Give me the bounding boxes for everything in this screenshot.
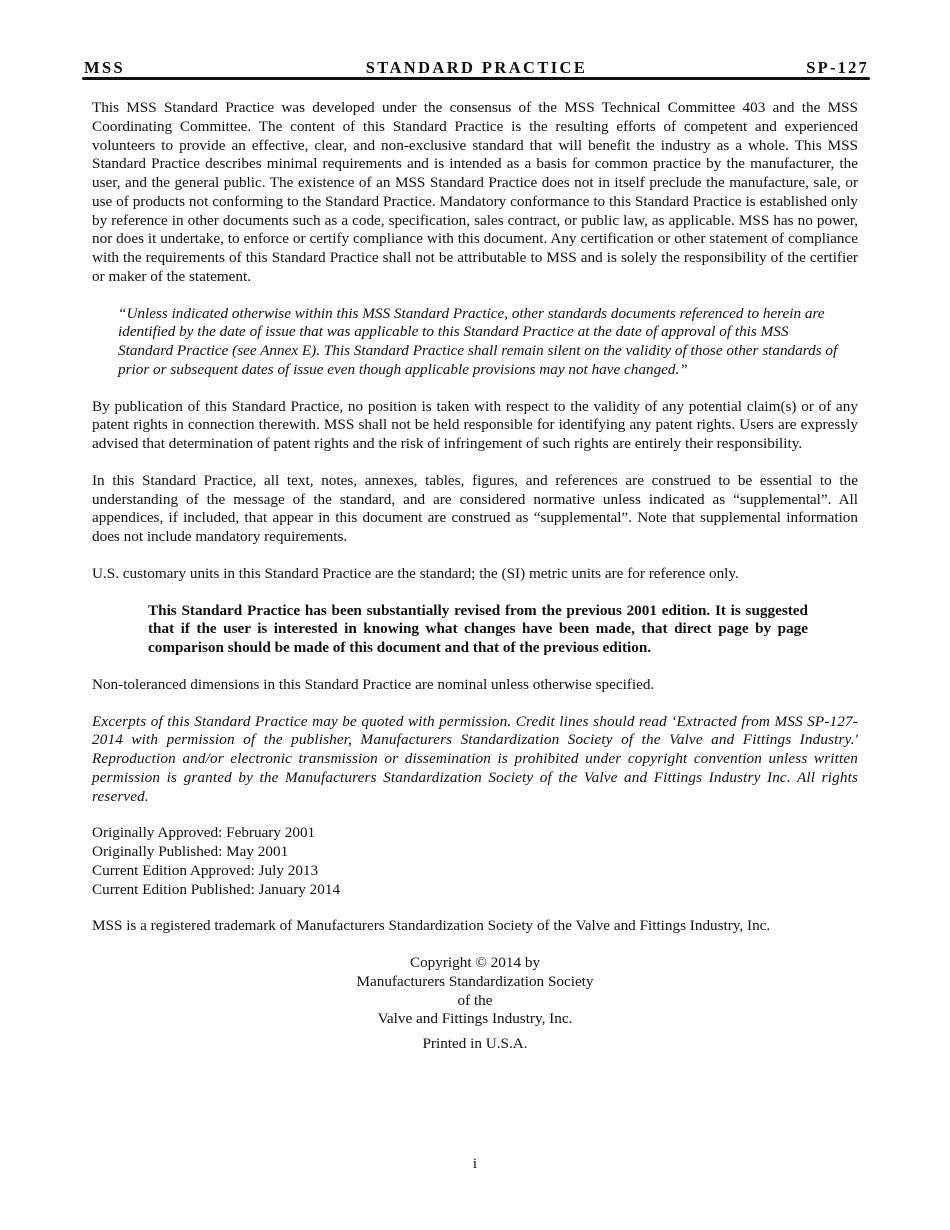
trademark-paragraph: MSS is a registered trademark of Manufacturers Standardization Society of the Valve and Fittings Industry, Inc. <box>92 917 771 935</box>
page-number: i <box>472 1156 478 1172</box>
printed-in: Printed in U.S.A. <box>422 1035 528 1052</box>
copyright-of-the: of the <box>457 991 493 1009</box>
originally-published: Originally Published: May 2001 <box>92 843 289 860</box>
copyright-organization: Manufacturers Standardization Society <box>356 972 594 990</box>
units-paragraph: U.S. customary units in this Standard Practice are the standard; the (SI) metric units are for reference only. <box>92 564 739 582</box>
copyright-industry: Valve and Fittings Industry, Inc. <box>377 1010 573 1028</box>
intro-paragraph: This MSS Standard Practice was developed under the consensus of the MSS Technical Committee 403 and the MSS Coordinating Committee. The content of this Standard Practice is the resulting efforts of competent and experienced volunteers to provide an effective, clear, and non-exclusive standard that will benefit the industry as a whole. This MSS Standard Practice describes minimal requirements and is intended as a basis for common practice by the manufacturer, the user, and the general public. The existence of an MSS Standard Practice does not in itself preclude the manufacture, sale, or use of products not conforming to the Standard Practice. Mandatory conformance to this Standard Practice is established only by reference in other documents such as a code, specification, sales contract, or public law, as applicable. MSS has no power, nor does it undertake, to enforce or certify compliance with this document. Any certification or other statement of compliance with the requirements of this Standard Practice shall not be attributable to MSS and is solely the responsibility of the certifier or maker of the statement. <box>92 99 858 285</box>
page-body <box>92 99 858 1054</box>
current-edition-approved: Current Edition Approved: July 2013 <box>92 861 319 879</box>
essential-content-paragraph: In this Standard Practice, all text, notes, annexes, tables, figures, and references are construed to be essential to the understanding of the message of the standard, and are considered normative unless indicated as “supplemental”. All appendices, if included, that appear in this document are construed as “supplemental”. Note that supplemental information does not include mandatory requirements. <box>92 471 858 545</box>
tolerances-paragraph: Non-toleranced dimensions in this Standard Practice are nominal unless otherwise specified. <box>92 675 655 693</box>
header-rule <box>82 77 870 80</box>
running-header <box>84 58 869 78</box>
header-title: STANDARD PRACTICE <box>365 58 588 77</box>
current-edition-published: Current Edition Published: January 2014 <box>92 880 341 898</box>
edition-history <box>92 824 858 899</box>
revision-notice: This Standard Practice has been substantially revised from the previous 2001 edition. It is suggested that if the user is interested in knowing what changes have been made, that direct page by page comparison should be made of this document and that of the previous edition. <box>148 601 808 656</box>
copyright-line: Copyright © 2014 by <box>409 954 541 971</box>
patent-paragraph: By publication of this Standard Practice, no position is taken with respect to the validity of any potential claim(s) or of any patent rights in connection therewith. MSS shall not be held responsible for identifying any patent rights. Users are expressly advised that determination of patent rights and the risk of infringement of such rights are entirely their responsibility. <box>92 397 858 452</box>
header-document-number: SP-127 <box>806 58 869 77</box>
originally-approved: Originally Approved: February 2001 <box>92 824 316 842</box>
referenced-standards-quote: “Unless indicated otherwise within this MSS Standard Practice, other standards documents referenced to herein are identified by the date of issue that was applicable to this Standard Practice at the date of approval of this MSS Standard Practice (see Annex E). This Standard Practice shall remain silent on the validity of those other standards of prior or subsequent dates of issue even though applicable provisions may not have changed.” <box>118 304 838 378</box>
copyright-block <box>92 954 858 1054</box>
header-organization: MSS <box>84 58 126 77</box>
excerpts-permission-paragraph: Excerpts of this Standard Practice may be quoted with permission. Credit lines should read ‘Extracted from MSS SP-127-2014 with permission of the publisher, Manufacturers Standardization Society of the Valve and Fittings Industry.' Reproduction and/or electronic transmission or dissemination is prohibited under copyright convention unless written permission is granted by the Manufacturers Standardization Society of the Valve and Fittings Industry Inc. All rights reserved. <box>92 712 858 805</box>
